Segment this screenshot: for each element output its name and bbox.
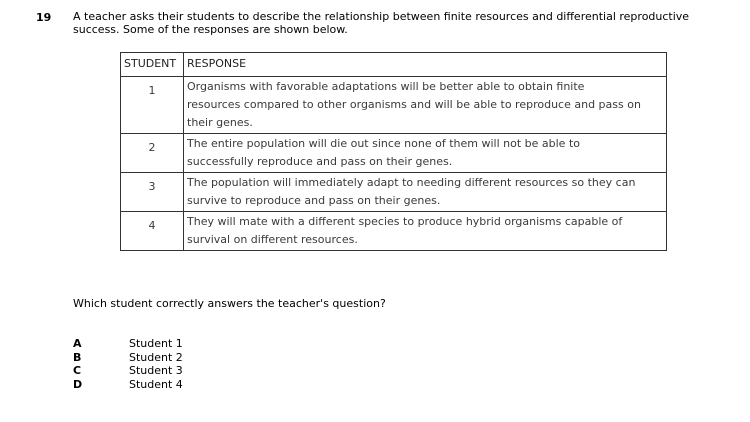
choice-letter: A [73, 337, 82, 350]
student-number: 4 [121, 212, 184, 251]
response-line: The population will immediately adapt to needing different resources so they can [187, 176, 636, 189]
question-stem [73, 10, 733, 36]
response-line: successfully reproduce and pass on their genes. [187, 155, 453, 168]
stem-line: A teacher asks their students to describe the relationship between finite resources and differential reproductive [73, 10, 690, 23]
response-line: survival on different resources. [187, 233, 358, 246]
table-row [121, 173, 667, 212]
choice-b[interactable] [73, 351, 183, 365]
response-cell [184, 173, 667, 212]
choice-c[interactable] [73, 364, 183, 378]
responses-table [120, 52, 667, 251]
response-cell [184, 77, 667, 134]
table-row [121, 212, 667, 251]
response-cell [184, 212, 667, 251]
choice-letter: B [73, 350, 82, 364]
student-number: 1 [121, 77, 184, 134]
question-number: 19 [36, 11, 52, 24]
choice-text: Student 4 [129, 377, 183, 391]
response-line: Organisms with favorable adaptations will be better able to obtain finite [187, 80, 585, 93]
header-response: RESPONSE [184, 53, 667, 77]
choice-text: Student 3 [129, 364, 183, 377]
table-header-row [121, 53, 667, 77]
choice-letter: C [73, 364, 82, 377]
answer-choices [73, 337, 183, 391]
student-number: 3 [121, 173, 184, 212]
header-student: STUDENT [121, 53, 184, 77]
choice-text: Student 2 [129, 350, 183, 364]
response-line: resources compared to other organisms and will be able to reproduce and pass on [187, 98, 641, 111]
response-cell [184, 134, 667, 173]
choice-letter: D [73, 377, 83, 391]
question-prompt: Which student correctly answers the teacher's question? [73, 297, 386, 310]
student-number: 2 [121, 134, 184, 173]
response-line: their genes. [187, 116, 253, 129]
response-line: survive to reproduce and pass on their genes. [187, 194, 441, 207]
stem-line: success. Some of the responses are shown below. [73, 23, 348, 36]
response-line: They will mate with a different species to produce hybrid organisms capable of [187, 215, 623, 228]
table-row [121, 134, 667, 173]
table-row [121, 77, 667, 134]
response-line: The entire population will die out since none of them will not be able to [187, 137, 580, 150]
choice-text: Student 1 [129, 337, 183, 350]
choice-a[interactable] [73, 337, 183, 351]
choice-d[interactable] [73, 378, 183, 392]
